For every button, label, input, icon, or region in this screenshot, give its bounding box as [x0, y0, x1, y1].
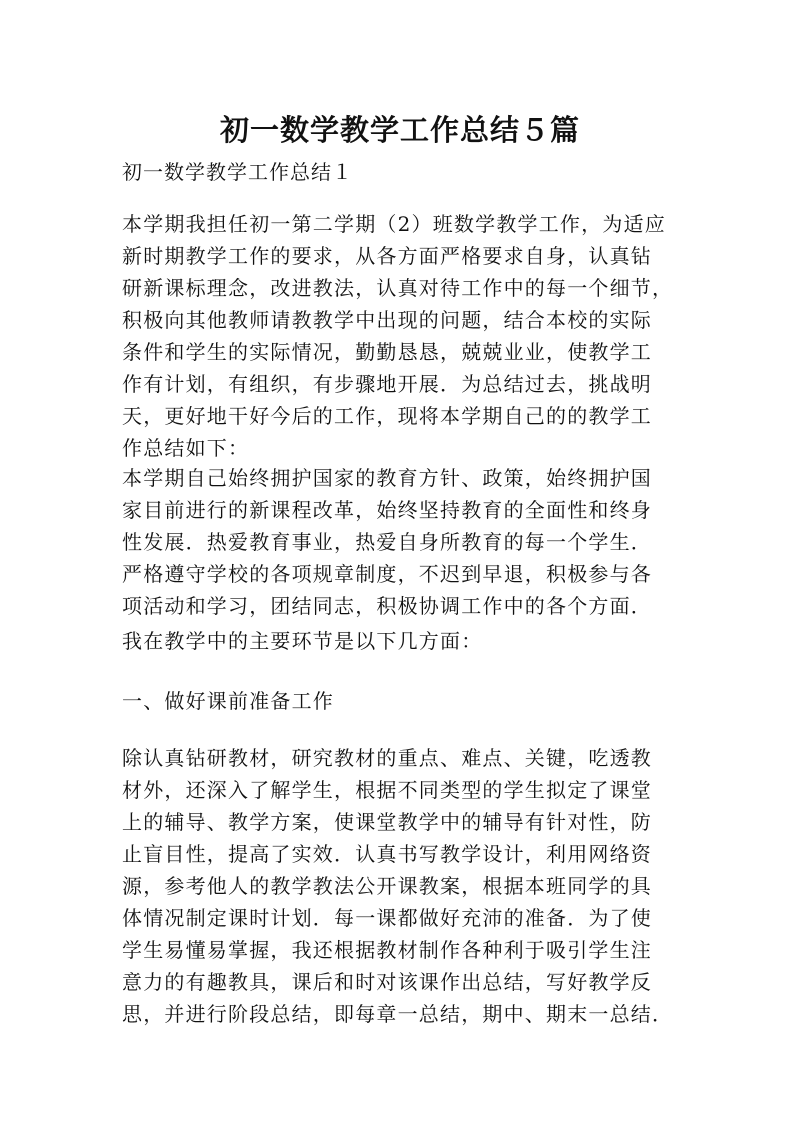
section-heading — [122, 685, 692, 717]
paragraph-line: 条件和学生的实际情况，勤勤恳恳，兢兢业业，使教学工 — [122, 340, 652, 364]
paragraph-line: 材外，还深入了解学生，根据不同类型的学生拟定了课堂 — [122, 778, 652, 802]
paragraph-line: 上的辅导、教学方案，使课堂教学中的辅导有针对性，防 — [122, 810, 652, 834]
paragraph-line: 天，更好地干好今后的工作，现将本学期自己的的教学工 — [122, 404, 652, 428]
paragraph-line: 学生易懂易掌握，我还根据教材制作各种利于吸引学生注 — [122, 938, 652, 962]
section-heading-text: 一、做好课前准备工作 — [122, 689, 334, 713]
paragraph-line: 作总结如下： — [122, 436, 250, 460]
paragraph-line: 项活动和学习，团结同志，积极协调工作中的各个方面． — [122, 594, 652, 618]
paragraph-attitude — [122, 462, 692, 622]
paragraph-line: 除认真钻研教材，研究教材的重点、难点、关键，吃透教 — [122, 746, 652, 770]
paragraph-line: 意力的有趣教具，课后和时对该课作出总结，写好教学反 — [122, 970, 652, 994]
paragraph-preparation — [122, 742, 692, 1030]
paragraph-main-aspects — [122, 625, 692, 657]
paragraph-line: 积极向其他教师请教教学中出现的问题，结合本校的实际 — [122, 308, 652, 332]
paragraph-line: 思，并进行阶段总结，即每章一总结，期中、期末一总结． — [122, 1002, 674, 1026]
document-title: 初一数学教学工作总结５篇 — [219, 113, 580, 147]
document-subtitle: 初一数学教学工作总结１ — [122, 160, 353, 184]
paragraph-line: 家目前进行的新课程改革，始终坚持教育的全面性和终身 — [122, 498, 652, 522]
paragraph-line: 作有计划，有组织，有步骤地开展．为总结过去，挑战明 — [122, 372, 652, 396]
paragraph-line: 研新课标理念，改进教法，认真对待工作中的每一个细节， — [122, 276, 674, 300]
paragraph-line: 性发展．热爱教育事业，热爱自身所教育的每一个学生． — [122, 530, 652, 554]
paragraph-line: 本学期自己始终拥护国家的教育方针、政策，始终拥护国 — [122, 466, 652, 490]
paragraph-intro — [122, 208, 692, 464]
paragraph-line: 体情况制定课时计划．每一课都做好充沛的准备．为了使 — [122, 906, 652, 930]
paragraph-line: 本学期我担任初一第二学期（2）班数学教学工作，为适应 — [122, 212, 666, 236]
paragraph-line: 止盲目性，提高了实效．认真书写教学设计，利用网络资 — [122, 842, 652, 866]
paragraph-line: 源，参考他人的教学教法公开课教案，根据本班同学的具 — [122, 874, 652, 898]
paragraph-line: 我在教学中的主要环节是以下几方面： — [122, 629, 483, 653]
paragraph-line: 严格遵守学校的各项规章制度，不迟到早退，积极参与各 — [122, 562, 652, 586]
paragraph-line: 新时期教学工作的要求，从各方面严格要求自身，认真钻 — [122, 244, 652, 268]
